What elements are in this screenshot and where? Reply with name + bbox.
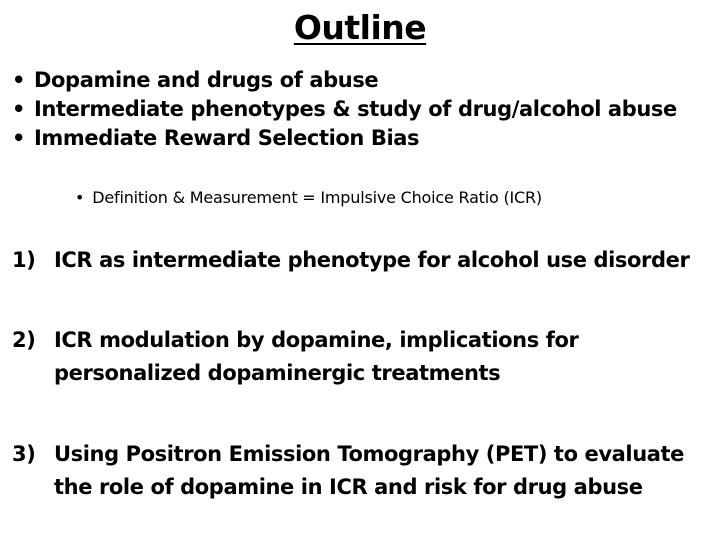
bullet-text: Immediate Reward Selection Bias [34, 126, 420, 150]
sub-bullet-text: Definition & Measurement = Impulsive Choice Ratio (ICR) [92, 188, 542, 207]
item-text-line: ICR modulation by dopamine, implications for [54, 328, 579, 352]
item-number: 1) [12, 248, 36, 272]
numbered-item-2 [12, 324, 578, 390]
bullet-item [12, 66, 677, 95]
numbered-item-3 [12, 438, 684, 504]
bullet-icon: • [12, 68, 26, 92]
bullet-icon: • [75, 188, 85, 207]
item-number: 2) [12, 328, 36, 352]
bullet-list [12, 66, 677, 153]
bullet-icon: • [12, 126, 26, 150]
bullet-icon: • [12, 97, 26, 121]
item-number: 3) [12, 442, 36, 466]
bullet-item [12, 124, 677, 153]
sub-bullet-item [75, 186, 542, 210]
bullet-item [12, 95, 677, 124]
bullet-text: Dopamine and drugs of abuse [34, 68, 379, 92]
item-text-line: ICR as intermediate phenotype for alcohol use disorder [54, 248, 690, 272]
item-text-line: the role of dopamine in ICR and risk for drug abuse [54, 475, 643, 499]
bullet-text: Intermediate phenotypes & study of drug/alcohol abuse [34, 97, 677, 121]
item-text-line: Using Positron Emission Tomography (PET) to evaluate [54, 442, 685, 466]
slide-title: Outline [293, 8, 427, 47]
item-text-line: personalized dopaminergic treatments [54, 361, 501, 385]
numbered-item-1 [12, 244, 689, 277]
